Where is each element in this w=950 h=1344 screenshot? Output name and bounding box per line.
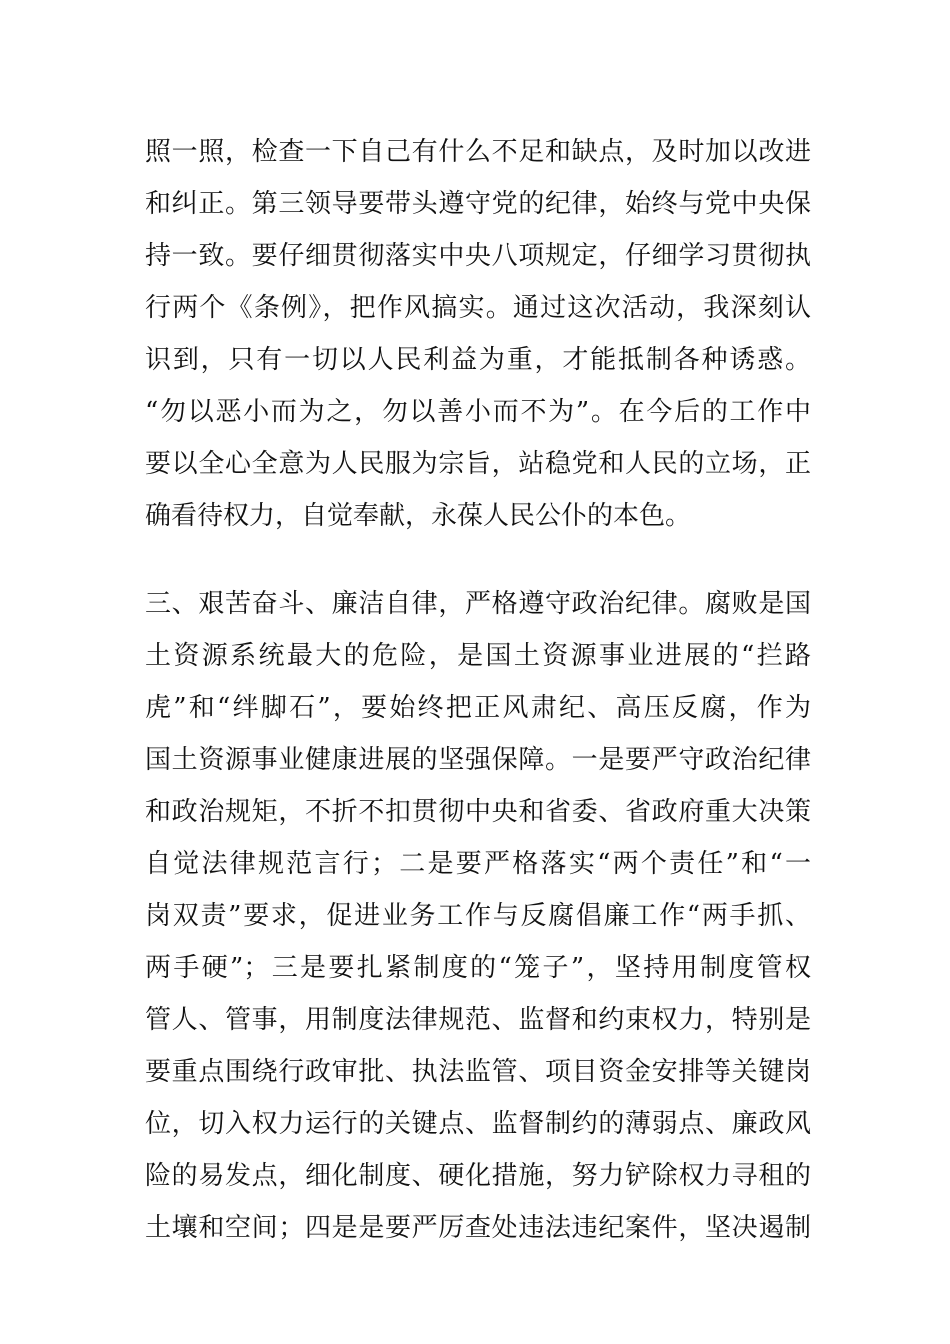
text-line: 持一致。要仔细贯彻落实中央八项规定，仔细学习贯彻执 xyxy=(145,241,811,271)
text-line: 位，切入权力运行的关键点、监督制约的薄弱点、廉政风 xyxy=(145,1109,811,1139)
text-line: 三、艰苦奋斗、廉洁自律，严格遵守政治纪律。腐败是国 xyxy=(145,589,811,619)
text-line: “勿以恶小而为之，勿以善小而不为”。在今后的工作中 xyxy=(145,397,811,427)
text-line: 管人、管事，用制度法律规范、监督和约束权力，特别是 xyxy=(145,1005,811,1035)
text-line: 要重点围绕行政审批、执法监管、项目资金安排等关键岗 xyxy=(145,1057,811,1087)
text-line: 识到，只有一切以人民利益为重，才能抵制各种诱惑。 xyxy=(145,345,811,375)
text-line: 虎”和“绊脚石”，要始终把正风肃纪、高压反腐，作为 xyxy=(145,693,811,723)
text-line: 和纠正。第三领导要带头遵守党的纪律，始终与党中央保 xyxy=(145,189,811,219)
paragraph-leadership-discipline xyxy=(145,126,811,542)
paragraph-anti-corruption xyxy=(145,578,811,1254)
text-line: 险的易发点，细化制度、硬化措施，努力铲除权力寻租的 xyxy=(145,1161,811,1191)
text-line: 行两个《条例》，把作风搞实。通过这次活动，我深刻认 xyxy=(145,293,811,323)
text-line: 岗双责”要求，促进业务工作与反腐倡廉工作“两手抓、 xyxy=(145,901,811,931)
text-line: 土壤和空间；四是是要严厉查处违法违纪案件，坚决遏制 xyxy=(145,1213,811,1243)
text-line: 国土资源事业健康进展的坚强保障。一是要严守政治纪律 xyxy=(145,745,811,775)
text-line: 自觉法律规范言行；二是要严格落实“两个责任”和“一 xyxy=(145,849,811,879)
text-line: 和政治规矩，不折不扣贯彻中央和省委、省政府重大决策 xyxy=(145,797,811,827)
text-line: 两手硬”；三是要扎紧制度的“笼子”，坚持用制度管权 xyxy=(145,953,811,983)
text-line: 照一照，检查一下自己有什么不足和缺点，及时加以改进 xyxy=(145,137,811,167)
text-line: 确看待权力，自觉奉献，永葆人民公仆的本色。 xyxy=(145,501,692,531)
text-line: 土资源系统最大的危险，是国土资源事业进展的“拦路 xyxy=(145,641,811,671)
text-line: 要以全心全意为人民服为宗旨，站稳党和人民的立场，正 xyxy=(145,449,811,479)
